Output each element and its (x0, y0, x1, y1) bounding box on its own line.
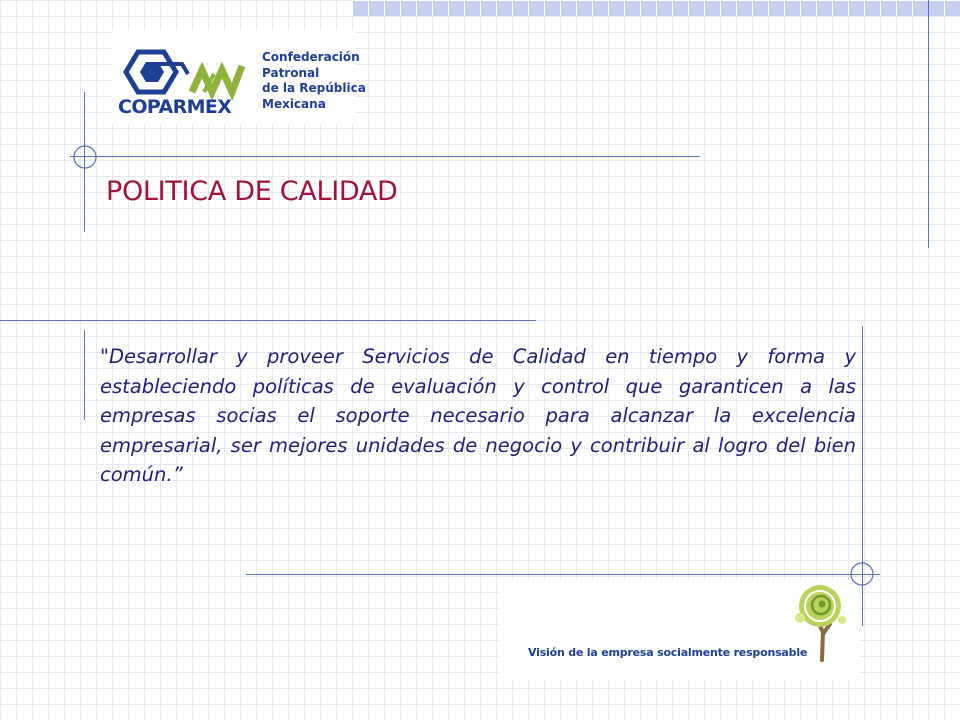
logo-description-line: de la República (262, 81, 366, 95)
logo-description-line: Mexicana (262, 96, 326, 111)
frame-line-right-top (928, 0, 929, 248)
frame-line-middle (0, 320, 536, 321)
top-band (352, 0, 960, 16)
logo-description-line: Confederación (262, 50, 360, 64)
frame-line-bottom (246, 574, 880, 575)
frame-line-top (70, 156, 700, 157)
frame-corner-top-left (70, 142, 100, 172)
logo-description-line: Patronal (262, 65, 320, 80)
logo-description (262, 50, 366, 112)
coparmex-logo-icon (118, 44, 248, 100)
page-title: POLITICA DE CALIDAD (106, 176, 398, 207)
footer-tagline: Visión de la empresa socialmente responsable (528, 646, 808, 659)
frame-line-left-lower (84, 330, 85, 420)
logo-name: COPARMEX (118, 96, 232, 118)
quality-policy-text: "Desarrollar y proveer Servicios de Calidad en tiempo y forma y estableciendo políticas de evaluación y control que garanticen a las empresas socias el soporte necesario para alcanzar la excelencia empresarial, ser mejores unidades de negocio y contribuir al logro del bien común.” (100, 345, 856, 486)
